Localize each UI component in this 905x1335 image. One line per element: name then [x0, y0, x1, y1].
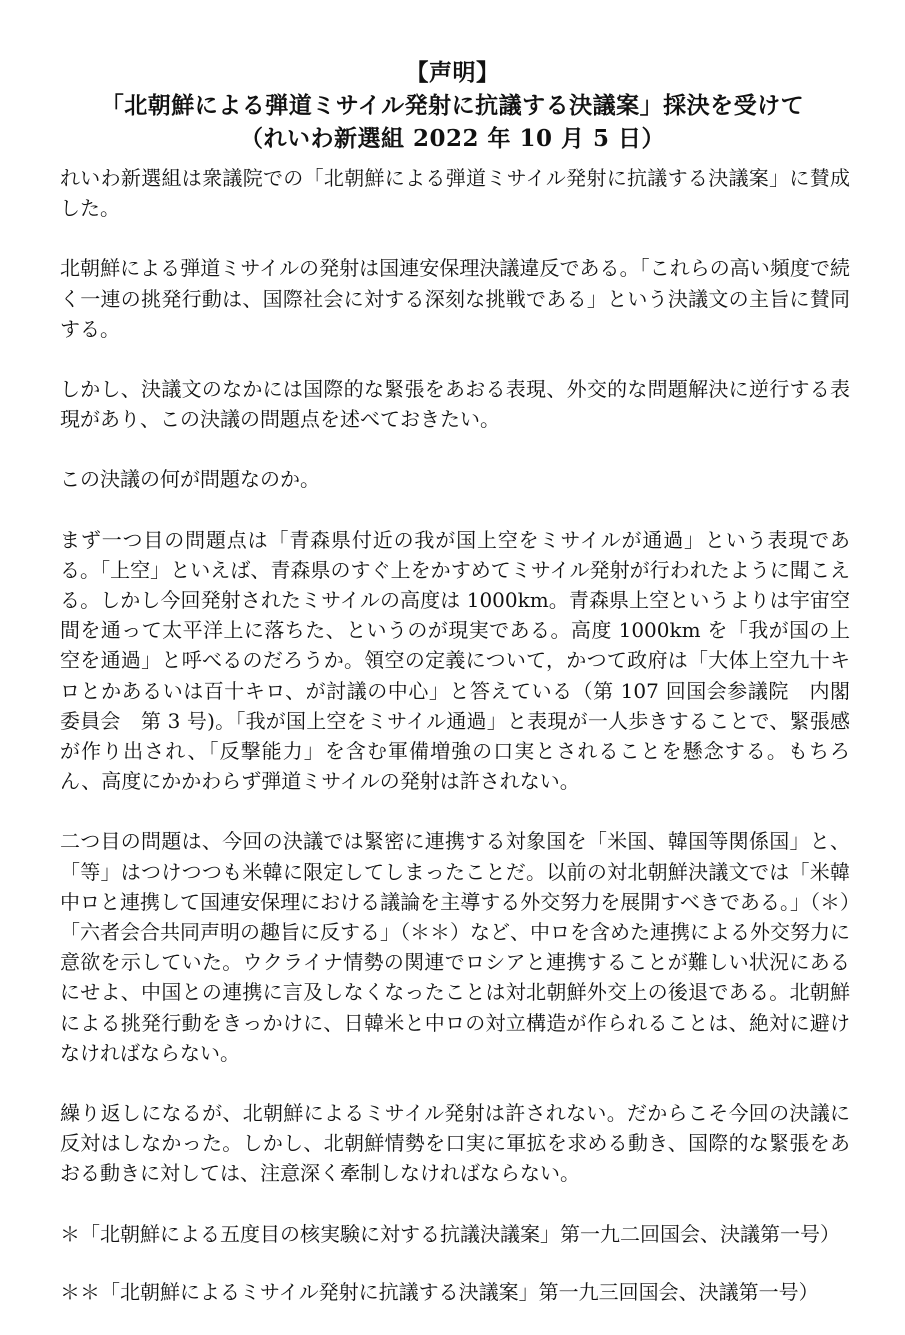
paragraph-second-issue: 二つ目の問題は、今回の決議では緊密に連携する対象国を「米国、韓国等関係国」と、「等」はつけつつも米韓に限定してしまったことだ。以前の対北朝鮮決議文では「米韓中ロと連携して国連安保理における議論を主導する外交努力を展開すべきである。」（＊）「六者会合共同声明の趣旨に反する」（＊＊）など、中ロを含めた連携による外交努力に意欲を示していた。ウクライナ情勢の関連でロシアと連携することが難しい状況にあるにせよ、中国との連携に言及しなくなったことは対北朝鮮外交上の後退である。北朝鮮による挑発行動をきっかけに、日韓米と中ロの対立構造が作られることは、絶対に避けなければならない。	[60, 829, 850, 1065]
statement-label: 【声明】	[405, 59, 500, 86]
statement-header	[0, 56, 905, 155]
paragraph-violation: 北朝鮮による弾道ミサイルの発射は国連安保理決議違反である。「これらの高い頻度で続く一連の挑発行動は、国際社会に対する深刻な挑戦である」という決議文の主旨に賛同する。	[60, 256, 850, 341]
paragraph-support: れいわ新選組は衆議院での「北朝鮮による弾道ミサイル発射に抗議する決議案」に賛成した。	[60, 166, 850, 221]
statement-body	[60, 163, 850, 1335]
paragraph-first-issue: まず一つ目の問題点は「青森県付近の我が国上空をミサイルが通過」という表現である。「上空」といえば、青森県のすぐ上をかすめてミサイル発射が行われたように聞こえる。しかし今回発射されたミサイルの高度は 1000km。青森県上空というよりは宇宙空間を通って太平洋上に落ちた、というのが現実である。高度 1000km を「我が国の上空を通過」と呼べるのだろうか。領空の定義について，かつて政府は「大体上空九十キロとかあるいは百十キロ、が討議の中心」と答えている（第 107 回国会参議院 内閣委員会 第 3 号)。「我が国上空をミサイル通過」と表現が一人歩きすることで、緊張感が作り出され、「反撃能力」を含む軍備増強の口実とされることを懸念する。もちろん、高度にかかわらず弾道ミサイルの発射は許されない。	[60, 527, 850, 794]
paragraph-question: この決議の何が問題なのか。	[60, 467, 320, 492]
paragraph-conclusion: 繰り返しになるが、北朝鮮によるミサイル発射は許されない。だからこそ今回の決議に反対はしなかった。しかし、北朝鮮情勢を口実に軍拡を求める動き、国際的な緊張をあおる動きに対しては、注意深く牽制しなければならない。	[60, 1101, 850, 1186]
statement-title: 「北朝鮮による弾道ミサイル発射に抗議する決議案」採決を受けて	[100, 92, 805, 119]
footnote-1: ＊「北朝鮮による五度目の核実験に対する抗議決議案」第一九二回国会、決議第一号）	[60, 1221, 840, 1246]
statement-date: （れいわ新選組 2022 年 10 月 5 日）	[239, 125, 666, 152]
paragraph-however: しかし、決議文のなかには国際的な緊張をあおる表現、外交的な問題解決に逆行する表現があり、この決議の問題点を述べておきたい。	[60, 377, 850, 432]
footnote-2: ＊＊「北朝鮮によるミサイル発射に抗議する決議案」第一九三回国会、決議第一号）	[60, 1279, 819, 1304]
